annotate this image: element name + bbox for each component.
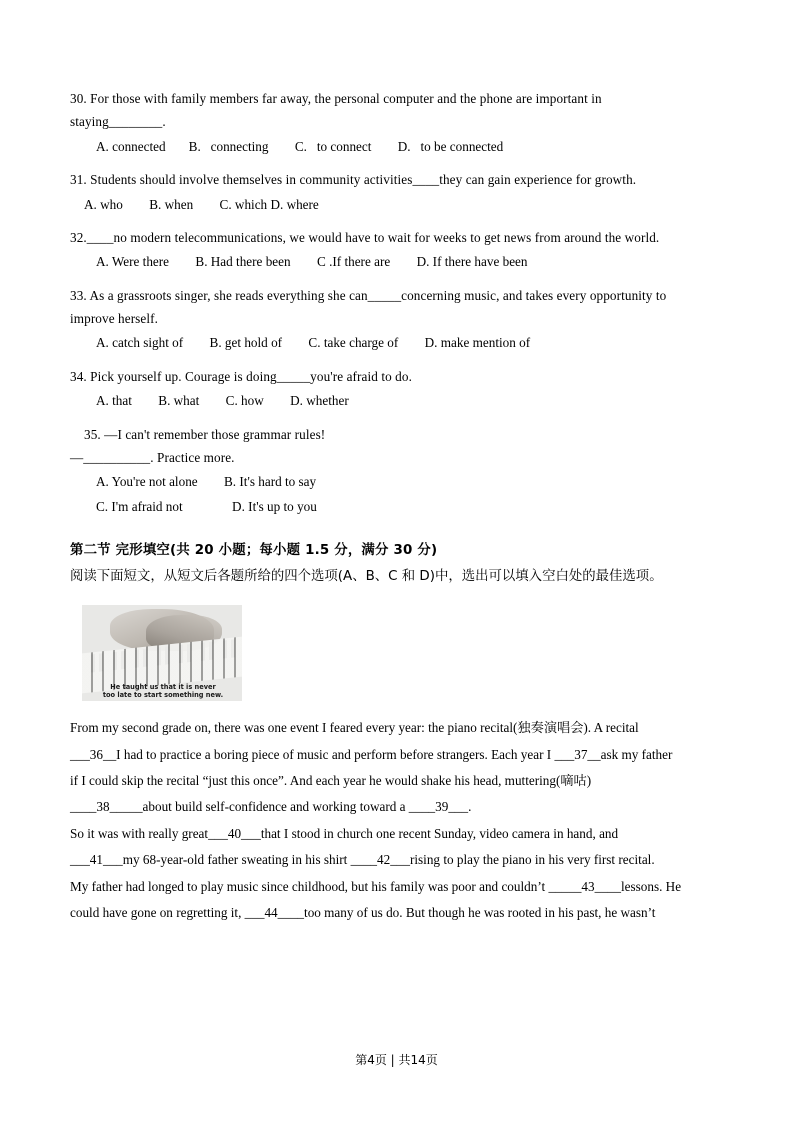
passage-line: So it was with really great___40___that I stood in church one recent Sunday, video camera in hand, and — [70, 825, 619, 841]
passage-line: ____38_____about build self-confidence and working toward a ____39___. — [70, 799, 472, 815]
question-34-stem: 34. Pick yourself up. Courage is doing_____you're afraid to do. — [70, 368, 412, 384]
passage-line: could have gone on regretting it, ___44____too many of us do. But though he was rooted in his past, he wasn’t — [70, 904, 656, 920]
section-instruction: 阅读下面短文，从短文后各题所给的四个选项(A、B、C 和 D)中，选出可以填入空白处的最佳选项。 — [70, 569, 663, 584]
figure-caption-line1: He taught us that it is never — [110, 682, 216, 691]
question-32-stem: 32.____no modern telecommunications, we would have to wait for weeks to get news from around the world. — [70, 229, 660, 245]
piano-hands-illustration — [82, 605, 242, 701]
question-31-options: A. who B. when C. which D. where — [84, 196, 319, 212]
question-35-options-row1: A. You're not alone B. It's hard to say — [96, 474, 317, 490]
question-31-stem: 31. Students should involve themselves in community activities____they can gain experience for growth. — [70, 172, 637, 188]
question-35-stem: 35. —I can't remember those grammar rules! — [84, 426, 326, 442]
question-35-options-row2: C. I'm afraid not D. It's up to you — [96, 498, 317, 514]
cloze-passage — [70, 715, 727, 925]
passage-line: My father had longed to play music since childhood, but his family was poor and couldn’t _____43____lessons. He — [70, 878, 682, 894]
question-30-options: A. connected B. connecting C. to connect D. to be connected — [96, 138, 504, 154]
passage-line: ___41___my 68-year-old father sweating in his shirt ____42___rising to play the piano in his very first recital. — [70, 852, 655, 868]
question-34-options: A. that B. what C. how D. whether — [96, 393, 349, 409]
question-35-stem-cont: —__________. Practice more. — [70, 449, 235, 465]
figure-caption-line2: too late to start something new. — [102, 691, 224, 700]
section-heading — [70, 539, 727, 558]
page-footer: 第4页 | 共14页 — [355, 1053, 438, 1067]
section-heading-text: 第二节 完形填空(共 20 小题；每小题 1.5 分，满分 30 分) — [70, 543, 438, 558]
question-30-stem: 30. For those with family members far away, the personal computer and the phone are important in — [70, 91, 602, 106]
question-33-stem: 33. As a grassroots singer, she reads everything she can_____concerning music, and takes every opportunity to — [70, 287, 667, 303]
passage-line: ___36__I had to practice a boring piece of music and perform before strangers. Each year I ___37__ask my father — [70, 746, 673, 762]
question-32-options: A. Were there B. Had there been C .If there are D. If there have been — [96, 254, 528, 270]
passage-line: From my second grade on, there was one event I feared every year: the piano recital(独奏演唱会). A recital — [70, 720, 639, 736]
question-33-options: A. catch sight of B. get hold of C. take charge of D. make mention of — [96, 335, 531, 351]
question-30-stem-cont: staying________. — [70, 114, 166, 130]
figure-caption — [88, 683, 238, 699]
passage-line: if I could skip the recital “just this once”. And each year he would shake his head, muttering(嘀咕) — [70, 773, 592, 789]
question-33-stem-cont: improve herself. — [70, 311, 159, 326]
